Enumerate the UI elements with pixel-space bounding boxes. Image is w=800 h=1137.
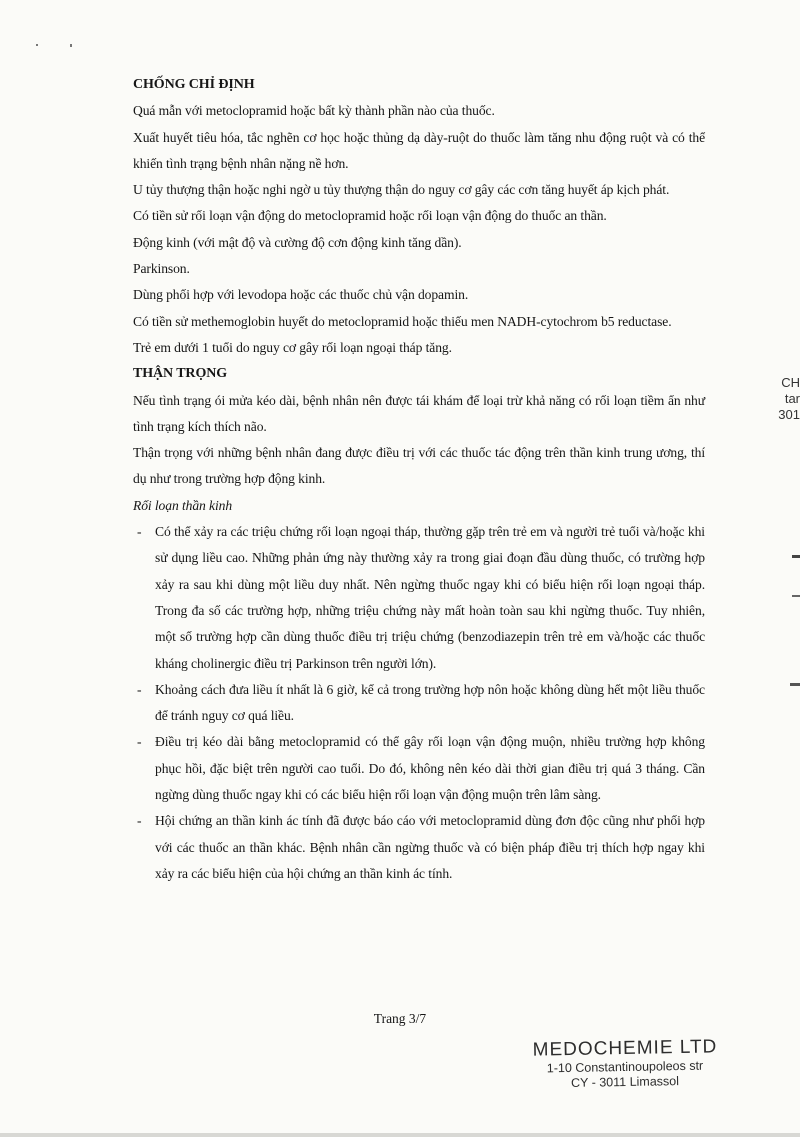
contraindication-item: Xuất huyết tiêu hóa, tắc nghẽn cơ học hoặc thủng dạ dày-ruột do thuốc làm tăng nhu động ruột và có thể khiến tình trạng bệnh nhân nặng nề hơn.: [133, 129, 705, 171]
precaution-bullet: [133, 677, 705, 730]
page-number: Trang 3/7: [373, 1011, 427, 1026]
scan-speck: [70, 44, 72, 47]
page-content: [133, 72, 705, 887]
precaution-paragraph: Nếu tình trạng ói mửa kéo dài, bệnh nhân nên được tái khám để loại trừ khả năng có rối loạn tiềm ẩn như tình trạng kích thích não.: [133, 392, 705, 434]
edge-mark: [790, 683, 800, 686]
contraindication-item: Quá mẫn với metoclopramid hoặc bất kỳ thành phần nào của thuốc.: [133, 103, 495, 119]
bullet-text: Hội chứng an thần kinh ác tính đã được báo cáo với metoclopramid dùng đơn độc cũng như phối hợp với các thuốc an thần khác. Bệnh nhân cần ngừng thuốc và có biện pháp điều trị thích hợp ngay khi xảy ra các biểu hiện của hội chứng an thần kinh ác tính.: [155, 813, 705, 881]
contraindication-item: Có tiền sử methemoglobin huyết do metoclopramid hoặc thiếu men NADH-cytochrom b5 reductase.: [133, 313, 672, 329]
scan-speck: [36, 44, 38, 46]
edge-fragment-line: 301: [778, 407, 800, 422]
bottom-edge-strip: [0, 1133, 800, 1137]
edge-mark: [792, 555, 800, 558]
contraindication-item: Động kinh (với mật độ và cường độ cơn động kinh tăng dần).: [133, 234, 462, 250]
bullet-text: Khoảng cách đưa liều ít nhất là 6 giờ, kể cả trong trường hợp nôn hoặc không dùng hết một liều thuốc để tránh nguy cơ quá liều.: [155, 681, 705, 724]
contraindication-item: Có tiền sử rối loạn vận động do metoclopramid hoặc rối loạn vận động do thuốc an thần.: [133, 208, 607, 224]
edge-fragment-line: tar: [784, 391, 800, 406]
stamp-company-name: MEDOCHEMIE LTD: [532, 1036, 718, 1061]
company-stamp: [530, 1038, 720, 1090]
bullet-dash: -: [137, 813, 142, 829]
precaution-paragraph: Thận trọng với những bệnh nhân đang được điều trị với các thuốc tác động trên thần kinh trung ương, thí dụ như trong trường hợp động kinh.: [133, 445, 705, 487]
bullet-dash: -: [137, 524, 142, 540]
bullet-dash: -: [137, 734, 142, 750]
edge-fragment-line: CH: [781, 375, 800, 390]
precautions-heading: THẬN TRỌNG: [133, 366, 228, 382]
edge-mark: [792, 595, 800, 597]
contraindication-item: Parkinson.: [133, 261, 190, 277]
bullet-text: Có thể xảy ra các triệu chứng rối loạn ngoại tháp, thường gặp trên trẻ em và người trẻ tuổi và/hoặc khi sử dụng liều cao. Những phản ứng này thường xảy ra trong giai đoạn đầu dùng thuốc, có trường hợp xảy ra sau khi dùng một liều duy nhất. Nên ngừng thuốc ngay khi có biểu hiện rối loạn ngoại tháp. Trong đa số các trường hợp, những triệu chứng này mất hoàn toàn sau khi ngừng thuốc. Tuy nhiên, một số trường hợp cần dùng thuốc điều trị triệu chứng (benzodiazepin trên trẻ em và/hoặc các thuốc kháng cholinergic điều trị Parkinson trên người lớn).: [155, 524, 705, 671]
stamp-address-line2: CY - 3011 Limassol: [570, 1074, 680, 1090]
precaution-bullet: [133, 808, 705, 887]
neurological-disorders-subheading: Rối loạn thần kinh: [133, 497, 233, 513]
bullet-text: Điều trị kéo dài bằng metoclopramid có thể gây rối loạn vận động muộn, nhiều trường hợp không phục hồi, đặc biệt trên người cao tuổi. Do đó, không nên kéo dài thời gian điều trị quá 3 tháng. Cần ngừng dùng thuốc ngay khi có các biểu hiện rối loạn vận động muộn trên lâm sàng.: [155, 734, 705, 803]
precaution-bullet: [133, 729, 705, 808]
contraindication-item: Trẻ em dưới 1 tuổi do nguy cơ gây rối loạn ngoại tháp tăng.: [133, 339, 452, 355]
edge-stamp-fragment: [778, 375, 800, 423]
precaution-bullet: [133, 519, 705, 677]
contraindication-item: Dùng phối hợp với levodopa hoặc các thuốc chủ vận dopamin.: [133, 287, 469, 303]
contraindications-heading: CHỐNG CHỈ ĐỊNH: [133, 77, 255, 92]
contraindication-item: U tủy thượng thận hoặc nghi ngờ u tủy thượng thận do nguy cơ gây các cơn tăng huyết áp kịch phát.: [133, 182, 670, 198]
bullet-dash: -: [137, 681, 142, 697]
stamp-address-line1: 1-10 Constantinoupoleos str: [546, 1058, 704, 1076]
precaution-bullet-list: [133, 519, 705, 887]
